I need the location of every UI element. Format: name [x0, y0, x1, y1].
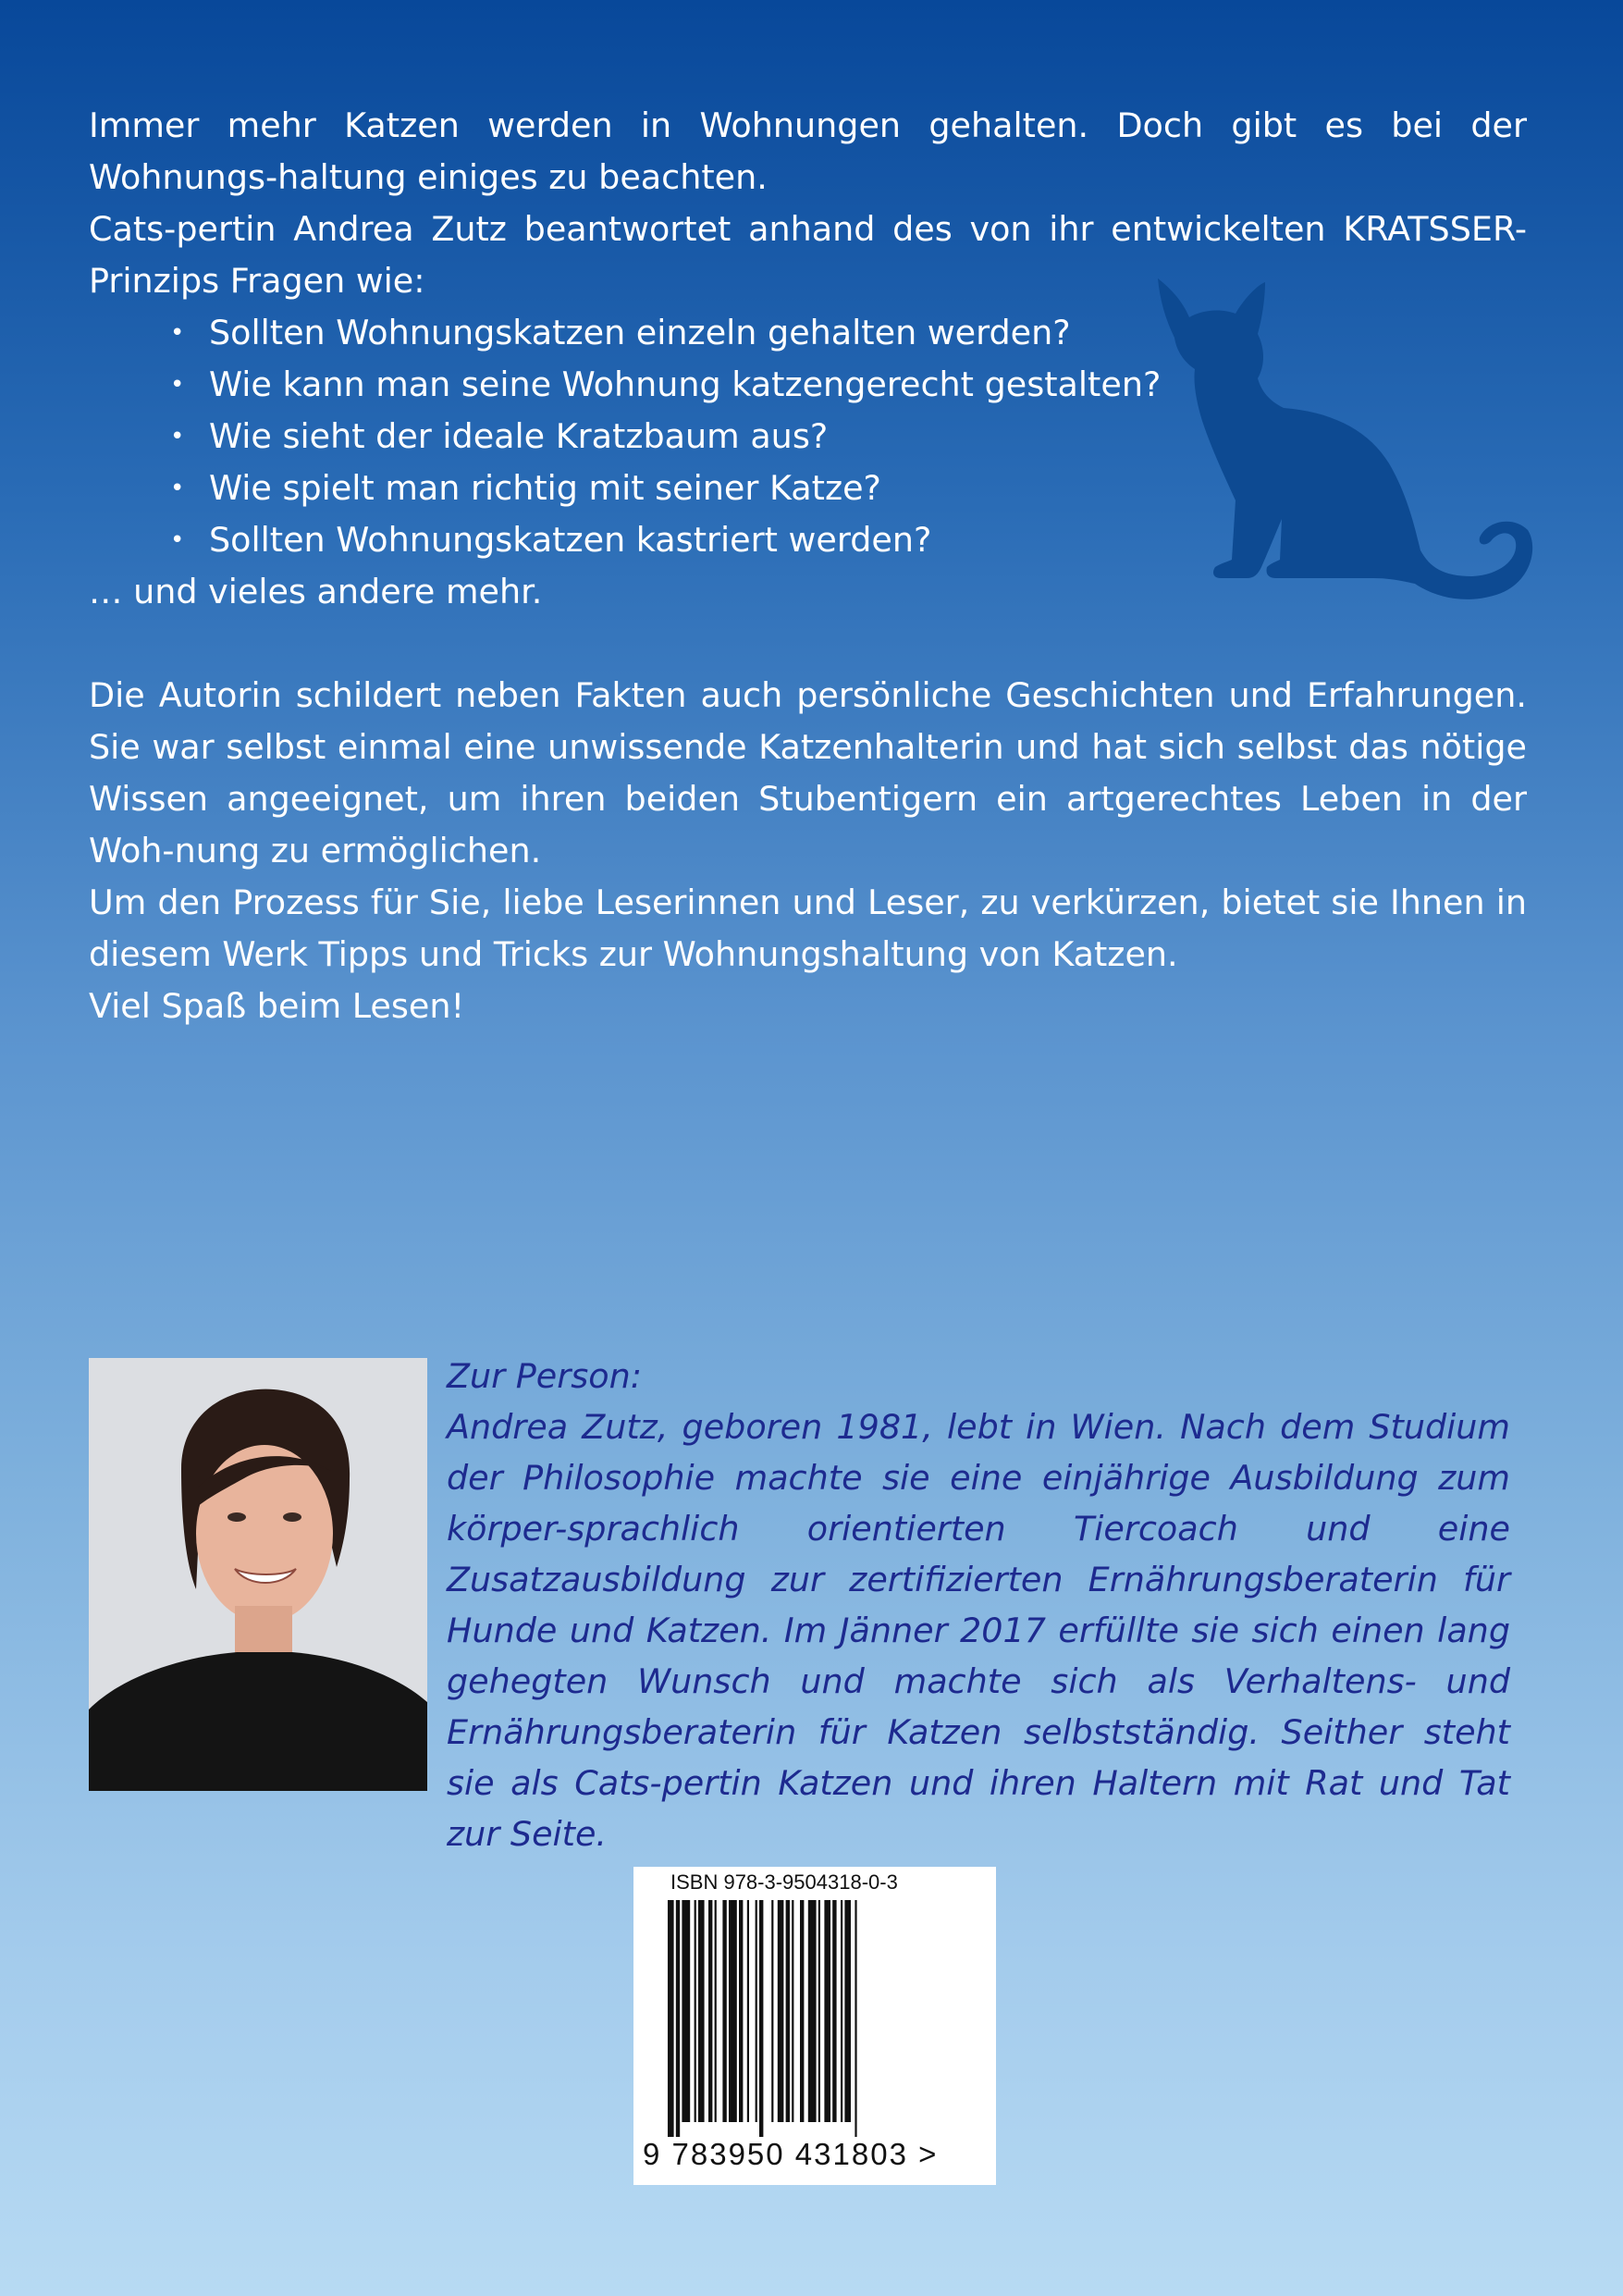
question-item: • Sollten Wohnungskatzen kastriert werden?: [209, 514, 1527, 566]
bio-heading: Zur Person:: [447, 1356, 642, 1396]
barcode-bar: [808, 1900, 817, 2122]
barcode-bar: [792, 1900, 793, 2122]
intro-paragraph-5: Um den Prozess für Sie, liebe Leserinnen und Leser, zu verkürzen, bietet sie Ihnen in diesem Werk Tipps und Tricks zur Wohnungshaltung von Katzen.: [89, 883, 1527, 974]
barcode-bars: [668, 1900, 964, 2137]
barcode-bar: [729, 1900, 737, 2122]
intro-paragraph-1: Immer mehr Katzen werden in Wohnungen gehalten. Doch gibt es bei der Wohnungs-haltung einiges zu beachten.: [89, 105, 1527, 197]
barcode-bar: [722, 1900, 726, 2122]
barcode-bar: [818, 1900, 820, 2122]
isbn-digits: 9 783950 431803 >: [643, 2137, 939, 2171]
barcode-bar: [676, 1900, 680, 2137]
isbn-barcode: [633, 1867, 996, 2185]
bio-text: Andrea Zutz, geboren 1981, lebt in Wien. Nach dem Studium der Philosophie machte sie eine einjährige Ausbildung zum körper-sprachlich orientierten Tiercoach und eine Zusatzausbildung zur zertifizierten Ernährungsberaterin für Hunde und Katzen. Im Jänner 2017 erfüllte sie sich einen lang gehegten Wunsch und machte sich als Verhaltens- und Ernährungsberaterin für Katzen selbstständig. Seither steht sie als Cats-pertin Katzen und ihren Haltern mit Rat und Tat zur Seite.: [447, 1407, 1510, 1854]
barcode-bar: [695, 1900, 696, 2122]
barcode-bar: [668, 1900, 674, 2137]
question-item: • Sollten Wohnungskatzen einzeln gehalten werden?: [209, 307, 1527, 359]
intro-paragraph-6: Viel Spaß beim Lesen!: [89, 986, 465, 1026]
question-item: • Wie spielt man richtig mit seiner Katze?: [209, 463, 1527, 514]
cat-silhouette-icon: [1147, 273, 1535, 624]
barcode-bar: [841, 1900, 842, 2122]
barcode-bar: [708, 1900, 712, 2122]
barcode-bar: [800, 1900, 804, 2122]
barcode-bar: [698, 1900, 705, 2122]
barcode-bar: [715, 1900, 717, 2122]
barcode-bar: [682, 1900, 690, 2122]
barcode-bar: [832, 1900, 836, 2122]
author-photo: [89, 1358, 427, 1791]
intro-paragraph-2: Cats-pertin Andrea Zutz beantwortet anhand des von ihr entwickelten KRATSSER-Prinzips Fragen wie:: [89, 209, 1527, 301]
intro-paragraph-4: Die Autorin schildert neben Fakten auch persönliche Geschichten und Erfahrungen. Sie war selbst einmal eine unwissende Katzenhalterin und hat sich selbst das nötige Wissen angeeignet, um ihren beiden Stubentigern ein artgerechtes Leben in der Woh-nung zu ermöglichen.: [89, 675, 1527, 870]
barcode-bar: [778, 1900, 784, 2122]
barcode-bar: [855, 1900, 856, 2137]
barcode-bar: [756, 1900, 757, 2122]
barcode-bar: [844, 1900, 851, 2122]
author-portrait-image: [89, 1358, 427, 1791]
author-bio: [447, 1351, 1510, 1859]
barcode-bar: [786, 1900, 790, 2122]
question-item: • Wie sieht der ideale Kratzbaum aus?: [209, 411, 1527, 463]
barcode-bar: [771, 1900, 773, 2122]
barcode-bar: [739, 1900, 743, 2122]
isbn-label: ISBN 978-3-9504318-0-3: [670, 1870, 898, 1894]
intro-paragraph-3: … und vieles andere mehr.: [89, 572, 543, 611]
barcode-bar: [747, 1900, 749, 2122]
question-item: • Wie kann man seine Wohnung katzengerecht gestalten?: [209, 359, 1527, 411]
barcode-bar: [759, 1900, 763, 2137]
barcode-bar: [824, 1900, 830, 2122]
